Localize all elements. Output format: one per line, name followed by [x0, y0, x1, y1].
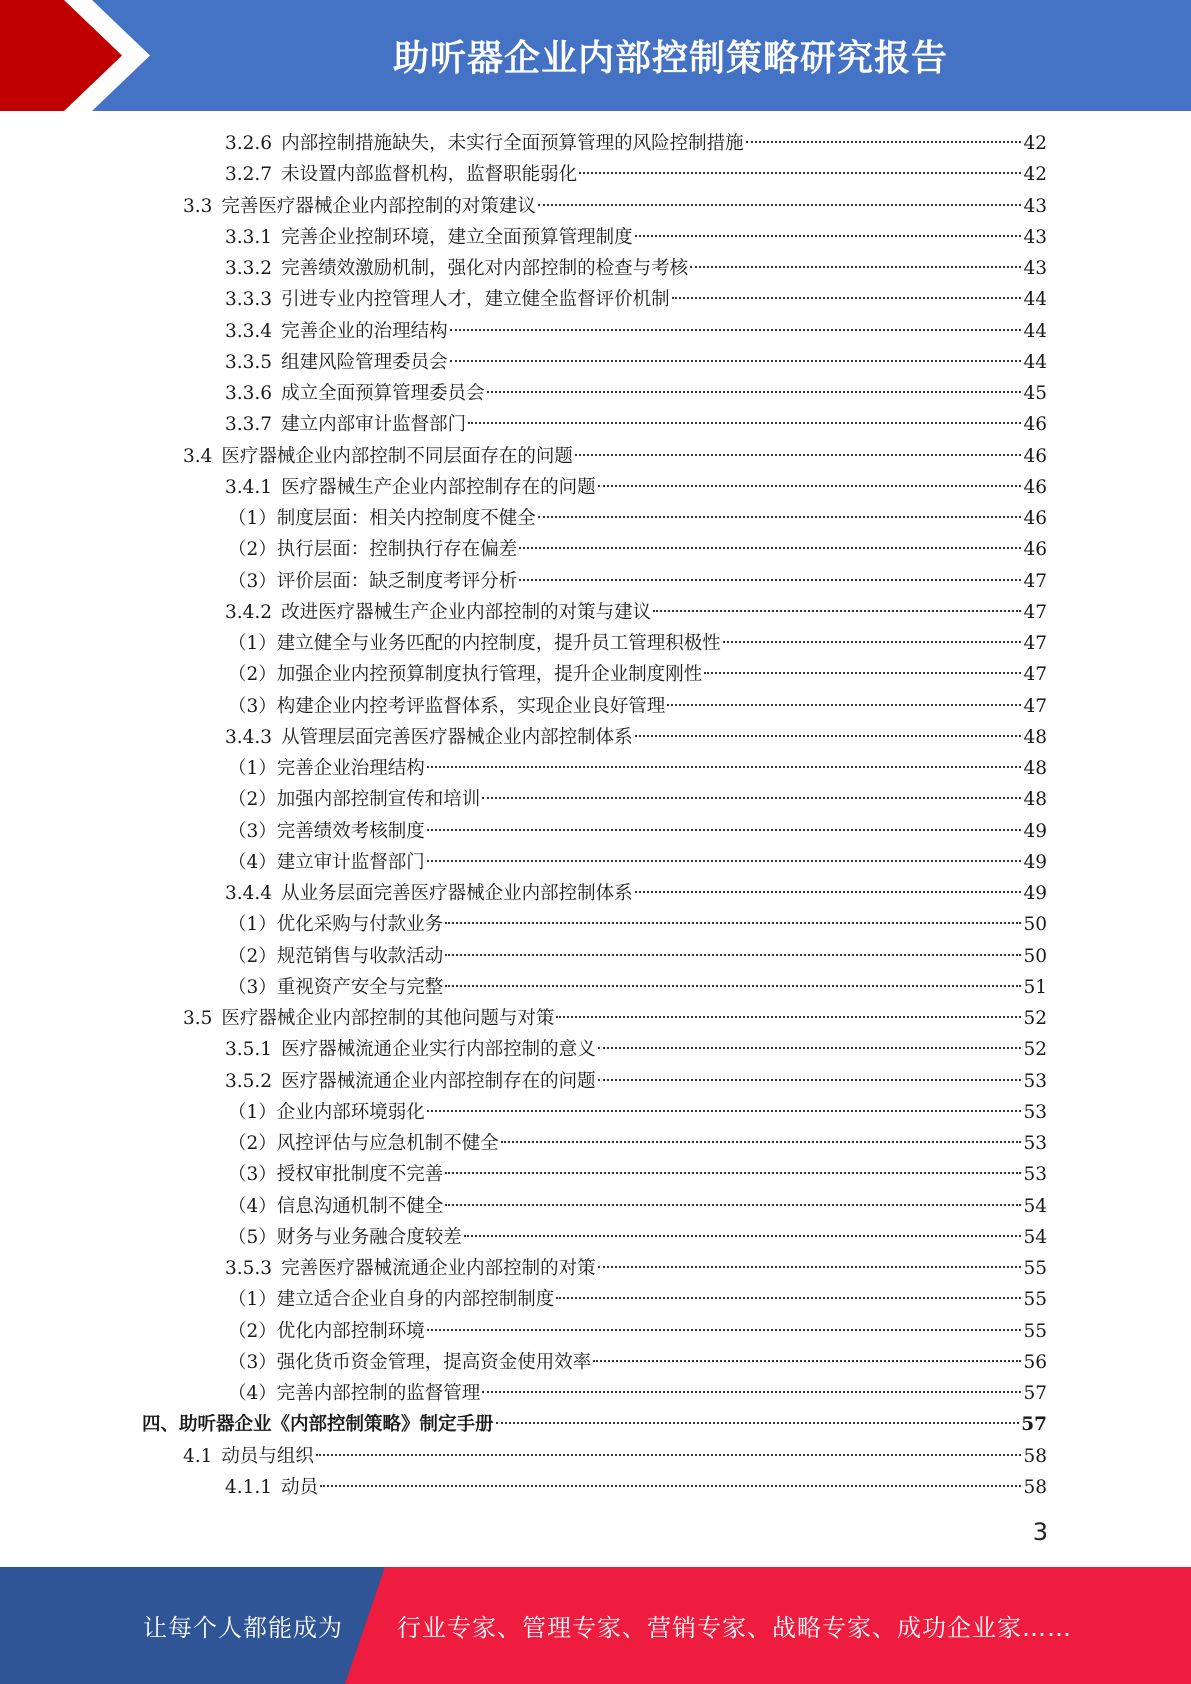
toc-entry[interactable] — [228, 1284, 1047, 1315]
toc-entry[interactable] — [228, 1159, 1047, 1190]
toc-entry-title: （3）强化货币资金管理，提高资金使用效率 — [228, 1351, 592, 1373]
toc-leader-dots — [723, 641, 1022, 643]
toc-entry[interactable] — [228, 659, 1047, 690]
toc-entry-page: 54 — [1023, 1195, 1047, 1217]
toc-leader-dots — [635, 891, 1022, 893]
toc-entry[interactable] — [225, 1034, 1047, 1065]
toc-leader-dots — [704, 672, 1021, 674]
toc-entry-number: 3.3.5 — [225, 351, 273, 373]
toc-entry-number: 3.3.7 — [225, 414, 273, 436]
toc-entry[interactable] — [228, 503, 1047, 534]
toc-leader-dots — [667, 704, 1021, 706]
toc-entry-number: 3.5 — [183, 1008, 213, 1029]
toc-leader-dots — [538, 204, 1022, 206]
toc-entry-title: 四、助听器企业《内部控制策略》制定手册 — [142, 1414, 494, 1436]
toc-entry-page: 53 — [1023, 1070, 1047, 1092]
toc-entry-page: 43 — [1023, 226, 1047, 248]
toc-entry-number: 3.4.3 — [225, 726, 273, 748]
toc-entry-page: 58 — [1023, 1476, 1047, 1498]
toc-entry[interactable] — [225, 878, 1047, 909]
toc-entry-page: 57 — [1023, 1383, 1047, 1404]
toc-entry-number: 3.3.3 — [225, 289, 273, 311]
toc-entry[interactable] — [225, 316, 1047, 347]
toc-entry-title: 改进医疗器械生产企业内部控制的对策与建议 — [281, 601, 652, 623]
toc-entry-page: 42 — [1023, 164, 1047, 186]
toc-leader-dots — [690, 266, 1021, 268]
toc-entry-page: 47 — [1023, 695, 1047, 717]
toc-entry-number: 3.4.2 — [225, 601, 273, 623]
toc-entry-title: （1）建立健全与业务匹配的内控制度，提升员工管理积极性 — [228, 633, 721, 654]
toc-entry[interactable] — [228, 1316, 1047, 1347]
toc-entry[interactable] — [225, 284, 1047, 315]
toc-entry-page: 45 — [1023, 383, 1047, 404]
toc-entry-title: 医疗器械流通企业内部控制存在的问题 — [281, 1070, 596, 1092]
toc-entry-page: 53 — [1023, 1164, 1047, 1186]
toc-entry[interactable] — [225, 1472, 1047, 1503]
toc-leader-dots — [598, 485, 1022, 487]
toc-entry-title: （1）优化采购与付款业务 — [228, 914, 444, 936]
toc-entry-title: 动员 — [281, 1476, 319, 1498]
toc-entry[interactable] — [228, 691, 1047, 722]
toc-entry-page: 51 — [1023, 976, 1047, 998]
toc-entry-page: 55 — [1023, 1320, 1047, 1342]
toc-leader-dots — [598, 1047, 1022, 1049]
toc-entry-number: 3.5.3 — [225, 1258, 273, 1279]
toc-leader-dots — [653, 610, 1021, 612]
footer-slogan-right: 行业专家、管理专家、营销专家、战略专家、成功企业家…… — [397, 1614, 1072, 1642]
toc-leader-dots — [635, 735, 1022, 737]
toc-leader-dots — [556, 1297, 1021, 1299]
toc-leader-dots — [496, 1422, 1020, 1424]
toc-entry[interactable] — [183, 191, 1047, 222]
toc-entry[interactable] — [228, 628, 1047, 659]
toc-entry-page: 57 — [1021, 1414, 1047, 1436]
toc-leader-dots — [450, 329, 1022, 331]
toc-entry[interactable] — [228, 1128, 1047, 1159]
toc-entry-title: （5）财务与业务融合度较差 — [228, 1226, 462, 1248]
toc-entry-title: （4）建立审计监督部门 — [228, 851, 425, 873]
toc-entry-page: 58 — [1023, 1445, 1047, 1467]
toc-leader-dots — [487, 391, 1022, 393]
toc-entry-title: （2）加强企业内控预算制度执行管理，提升企业制度刚性 — [228, 664, 703, 686]
toc-leader-dots — [427, 766, 1022, 768]
toc-entry[interactable] — [228, 1097, 1047, 1128]
toc-entry-page: 47 — [1023, 570, 1047, 592]
toc-entry-title: 完善企业的治理结构 — [281, 320, 448, 342]
toc-entry-page: 44 — [1023, 351, 1047, 373]
page-number: 3 — [1032, 1518, 1048, 1546]
toc-leader-dots — [468, 422, 1021, 424]
toc-entry-page: 49 — [1023, 883, 1047, 904]
toc-leader-dots — [672, 297, 1022, 299]
toc-leader-dots — [445, 985, 1021, 987]
toc-entry[interactable] — [183, 1003, 1047, 1034]
toc-leader-dots — [427, 1329, 1022, 1331]
toc-entry-page: 44 — [1023, 320, 1047, 342]
toc-entry-title: 完善企业控制环境，建立全面预算管理制度 — [281, 226, 633, 248]
toc-entry-page: 48 — [1023, 758, 1047, 779]
toc-leader-dots — [427, 829, 1022, 831]
toc-entry[interactable] — [225, 1066, 1047, 1097]
toc-leader-dots — [445, 922, 1021, 924]
toc-entry-page: 49 — [1023, 820, 1047, 842]
toc-entry-number: 3.4.1 — [225, 476, 273, 498]
toc-leader-dots — [450, 360, 1022, 362]
toc-entry-number: 3.5.2 — [225, 1070, 273, 1092]
toc-entry[interactable] — [228, 1378, 1047, 1409]
toc-entry-page: 50 — [1023, 945, 1047, 967]
toc-entry[interactable] — [228, 534, 1047, 565]
toc-leader-dots — [575, 454, 1022, 456]
toc-entry-page: 43 — [1023, 258, 1047, 279]
toc-entry-title: （4）信息沟通机制不健全 — [228, 1195, 444, 1217]
toc-entry-title: 完善医疗器械企业内部控制的对策建议 — [221, 195, 536, 217]
toc-entry-number: 3.4.4 — [225, 883, 273, 904]
toc-entry-number: 3.2.7 — [225, 164, 273, 186]
toc-entry-number: 3.2.6 — [225, 133, 273, 154]
toc-entry-title: （1）建立适合企业自身的内部控制制度 — [228, 1289, 555, 1311]
toc-entry-title: 从管理层面完善医疗器械企业内部控制体系 — [281, 726, 633, 748]
toc-entry[interactable] — [228, 941, 1047, 972]
toc-entry-page: 49 — [1023, 851, 1047, 873]
toc-entry-title: （2）执行层面：控制执行存在偏差 — [228, 539, 518, 561]
toc-entry-title: 医疗器械流通企业实行内部控制的意义 — [281, 1039, 596, 1061]
toc-entry-page: 46 — [1023, 476, 1047, 498]
toc-leader-dots — [538, 516, 1022, 518]
toc-entry-title: （3）授权审批制度不完善 — [228, 1164, 444, 1186]
toc-leader-dots — [320, 1485, 1021, 1487]
toc-leader-dots — [556, 1016, 1021, 1018]
toc-entry-page: 47 — [1023, 601, 1047, 623]
toc-entry[interactable] — [228, 784, 1047, 815]
toc-leader-dots — [427, 1110, 1022, 1112]
toc-entry[interactable] — [142, 1409, 1047, 1440]
toc-leader-dots — [519, 579, 1021, 581]
toc-entry-title: （1）企业内部环境弱化 — [228, 1101, 425, 1123]
toc-entry-page: 56 — [1023, 1351, 1047, 1373]
toc-entry-number: 4.1.1 — [225, 1476, 273, 1498]
toc-entry-page: 46 — [1023, 508, 1047, 529]
toc-entry-number: 3.3.4 — [225, 320, 273, 342]
header-chevron-icon — [0, 0, 160, 111]
toc-entry-title: （2）加强内部控制宣传和培训 — [228, 789, 481, 811]
toc-leader-dots — [464, 1235, 1022, 1237]
toc-leader-dots — [746, 141, 1022, 143]
toc-entry-page: 55 — [1023, 1289, 1047, 1311]
toc-entry[interactable] — [228, 909, 1047, 940]
toc-entry-title: 医疗器械生产企业内部控制存在的问题 — [281, 476, 596, 498]
toc-leader-dots — [519, 547, 1021, 549]
toc-entry[interactable] — [228, 566, 1047, 597]
toc-entry-title: （3）构建企业内控考评监督体系，实现企业良好管理 — [228, 695, 666, 717]
toc-entry-page: 55 — [1023, 1258, 1047, 1279]
toc-entry[interactable] — [183, 1441, 1047, 1472]
toc-leader-dots — [598, 1079, 1022, 1081]
toc-entry-page: 48 — [1023, 726, 1047, 748]
toc-entry[interactable] — [225, 472, 1047, 503]
toc-entry-page: 50 — [1023, 914, 1047, 936]
toc-leader-dots — [445, 954, 1021, 956]
toc-entry-title: 从业务层面完善医疗器械企业内部控制体系 — [281, 883, 633, 904]
toc-entry-page: 53 — [1023, 1101, 1047, 1123]
page-footer — [0, 1567, 1191, 1684]
toc-entry[interactable] — [225, 347, 1047, 378]
toc-entry-title: 完善医疗器械流通企业内部控制的对策 — [281, 1258, 596, 1279]
toc-entry-title: 成立全面预算管理委员会 — [281, 383, 485, 404]
toc-entry-title: （4）完善内部控制的监督管理 — [228, 1383, 481, 1404]
toc-entry-page: 46 — [1023, 445, 1047, 467]
toc-leader-dots — [593, 1360, 1021, 1362]
toc-entry[interactable] — [228, 847, 1047, 878]
toc-entry-title: 内部控制措施缺失，未实行全面预算管理的风险控制措施 — [281, 133, 744, 154]
toc-entry[interactable] — [228, 816, 1047, 847]
toc-entry[interactable] — [225, 378, 1047, 409]
toc-leader-dots — [635, 235, 1022, 237]
toc-entry-title: 引进专业内控管理人才，建立健全监督评价机制 — [281, 289, 670, 311]
toc-leader-dots — [482, 1391, 1021, 1393]
toc-entry[interactable] — [225, 253, 1047, 284]
toc-entry-title: （3）评价层面：缺乏制度考评分析 — [228, 570, 518, 592]
toc-entry-number: 3.3 — [183, 195, 213, 217]
toc-entry[interactable] — [225, 128, 1047, 159]
toc-entry-number: 3.3.2 — [225, 258, 273, 279]
toc-entry-title: （3）完善绩效考核制度 — [228, 820, 425, 842]
toc-entry-title: （1）制度层面：相关内控制度不健全 — [228, 508, 536, 529]
page-header — [0, 0, 1191, 111]
toc-entry-page: 52 — [1023, 1008, 1047, 1029]
toc-entry-title: 建立内部审计监督部门 — [281, 414, 467, 436]
toc-entry[interactable] — [228, 753, 1047, 784]
toc-leader-dots — [445, 1204, 1021, 1206]
toc-entry-page: 42 — [1023, 133, 1047, 154]
toc-leader-dots — [316, 1454, 1022, 1456]
toc-entry-title: 医疗器械企业内部控制不同层面存在的问题 — [221, 445, 573, 467]
toc-entry-page: 53 — [1023, 1133, 1047, 1154]
toc-entry-title: （2）风控评估与应急机制不健全 — [228, 1133, 499, 1154]
toc-entry[interactable] — [228, 1191, 1047, 1222]
toc-entry-number: 3.4 — [183, 445, 213, 467]
toc-entry-page: 48 — [1023, 789, 1047, 811]
toc-entry-page: 54 — [1023, 1226, 1047, 1248]
toc-entry[interactable] — [228, 1347, 1047, 1378]
toc-leader-dots — [445, 1172, 1021, 1174]
toc-entry-page: 52 — [1023, 1039, 1047, 1061]
toc-entry-title: 医疗器械企业内部控制的其他问题与对策 — [221, 1008, 555, 1029]
footer-slogan-left: 让每个人都能成为 — [143, 1614, 343, 1642]
toc-entry-title: （2）优化内部控制环境 — [228, 1320, 425, 1342]
toc-entry-number: 3.3.1 — [225, 226, 273, 248]
toc-entry[interactable] — [228, 1222, 1047, 1253]
toc-entry-title: （2）规范销售与收款活动 — [228, 945, 444, 967]
toc-entry-number: 3.5.1 — [225, 1039, 273, 1061]
toc-entry[interactable] — [225, 409, 1047, 440]
toc-entry-title: （1）完善企业治理结构 — [228, 758, 425, 779]
toc-entry[interactable] — [225, 159, 1047, 190]
toc-entry[interactable] — [225, 1253, 1047, 1284]
toc-entry-title: 完善绩效激励机制，强化对内部控制的检查与考核 — [281, 258, 689, 279]
toc-entry-title: （3）重视资产安全与完整 — [228, 976, 444, 998]
toc-leader-dots — [482, 797, 1021, 799]
toc-entry[interactable] — [183, 441, 1047, 472]
toc-entry[interactable] — [225, 722, 1047, 753]
toc-entry-page: 44 — [1023, 289, 1047, 311]
toc-entry-title: 组建风险管理委员会 — [281, 351, 448, 373]
toc-leader-dots — [579, 172, 1021, 174]
toc-entry-number: 4.1 — [183, 1445, 213, 1467]
toc-entry-page: 46 — [1023, 539, 1047, 561]
page-title: 助听器企业内部控制策略研究报告 — [392, 38, 948, 79]
toc-leader-dots — [501, 1141, 1022, 1143]
toc-entry-page: 47 — [1023, 664, 1047, 686]
toc-entry-page: 47 — [1023, 633, 1047, 654]
toc-entry-title: 动员与组织 — [221, 1445, 314, 1467]
toc-leader-dots — [427, 860, 1022, 862]
toc-entry[interactable] — [228, 972, 1047, 1003]
toc-entry-number: 3.3.6 — [225, 383, 273, 404]
toc-entry[interactable] — [225, 597, 1047, 628]
toc-entry[interactable] — [225, 222, 1047, 253]
toc-entry-page: 43 — [1023, 195, 1047, 217]
toc-entry-title: 未设置内部监督机构，监督职能弱化 — [281, 164, 578, 186]
toc-entry-page: 46 — [1023, 414, 1047, 436]
toc-leader-dots — [598, 1266, 1022, 1268]
